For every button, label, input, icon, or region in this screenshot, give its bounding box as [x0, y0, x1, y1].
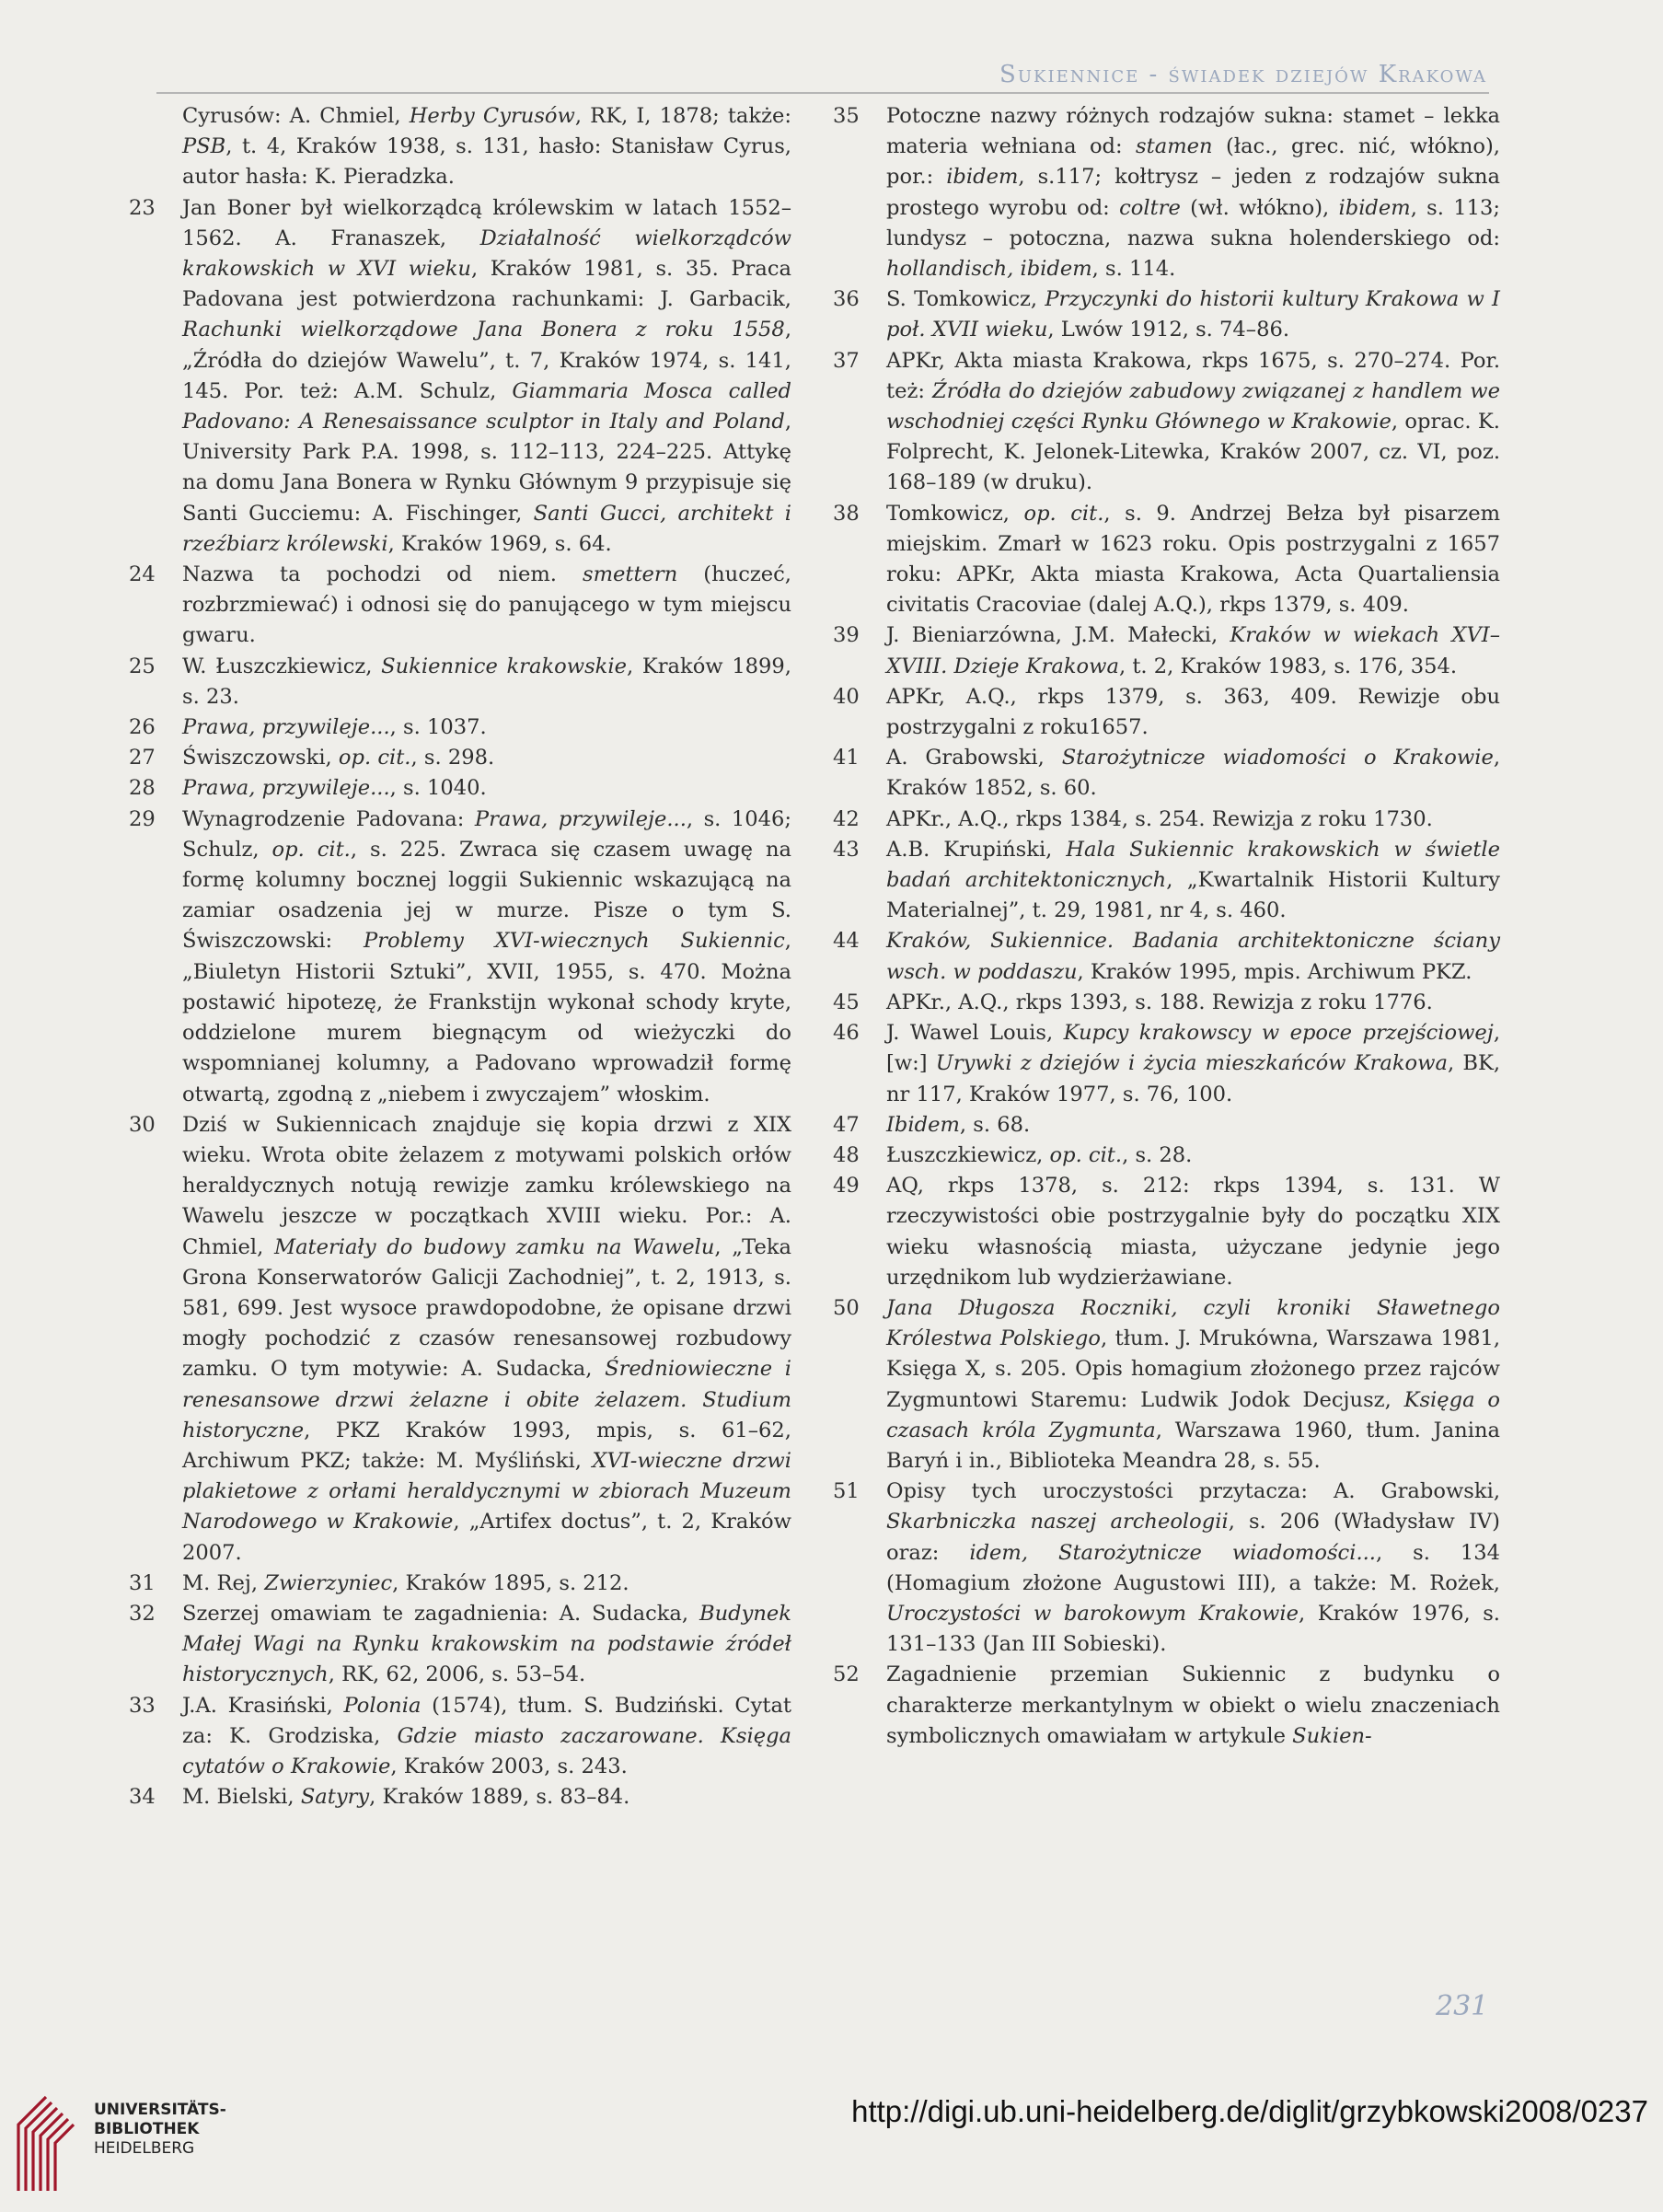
footnote-number: 44 — [833, 929, 860, 954]
footnote — [833, 1018, 1500, 1110]
footnote-text: Dziś w Sukiennicach znajduje się kopia drzwi z XIX wieku. Wrota obite żelazem z motywami polskich orłów heraldycznych notują rewizje zamku królewskiego na Wawelu jeszcze w początkach XVIII wieku. Por.: A. Chmiel, Materiały do budowy zamku na Wawelu, „Teka Grona Konserwatorów Galicji Zachodniej”, t. 2, 1913, s. 581, 699. Jest wysoce prawdopodobne, że opisane drzwi mogły pochodzić z czasów renesansowej rozbudowy zamku. O tym motywie: A. Sudacka, Średniowieczne i renesansowe drzwi żelazne i obite żelazem. Studium historyczne, PKZ Kraków 1993, mpis, s. 61–62, Archiwum PKZ; także: M. Myśliński, XVI-wieczne drzwi plakietowe z orłami heraldycznymi w zbiorach Muzeum Narodowego w Krakowie, „Artifex doctus”, t. 2, Kraków 2007. — [182, 1112, 791, 1565]
footnote-number: 48 — [833, 1142, 860, 1167]
footnote-text: S. Tomkowicz, Przyczynki do historii kultury Krakowa w I poł. XVII wieku, Lwów 1912, s. 74–86. — [886, 287, 1500, 342]
footnote-number: 42 — [833, 806, 860, 831]
footnote — [833, 1110, 1500, 1141]
footnote — [129, 743, 791, 773]
footnote-number: 25 — [129, 654, 156, 678]
footnote-number: 33 — [129, 1693, 156, 1718]
footnote — [833, 1477, 1500, 1660]
footnote-text: AQ, rkps 1378, s. 212: rkps 1394, s. 131. W rzeczywistości obie postrzygalnie były do początku XIX wieku własnością miasta, użyczane jedynie jego urzędnikom lub wydzierżawiane. — [886, 1174, 1500, 1290]
footnote-number — [129, 101, 182, 193]
footnote-text: A.B. Krupiński, Hala Sukiennic krakowskich w świetle badań architektonicznych, „Kwartalnik Historii Kultury Materialnej”, t. 29, 1981, nr 4, s. 460. — [886, 837, 1501, 923]
footnote-number: 36 — [833, 287, 860, 312]
footnote-text: Tomkowicz, op. cit., s. 9. Andrzej Bełza był pisarzem miejskim. Zmarł w 1623 roku. Opis postrzygalni z 1657 roku: APKr, Akta miasta Krakowa, Acta Quartaliensia civitatis Cracoviae (dalej A.Q.), rkps 1379, s. 409. — [886, 501, 1501, 618]
footnote-text: Nazwa ta pochodzi od niem. smettern (huczeć, rozbrzmiewać) i odnosi się do panującego w tym miejscu gwaru. — [182, 562, 791, 648]
footnote-number: 34 — [129, 1785, 156, 1810]
footnote-number: 30 — [129, 1112, 156, 1137]
footnote-number: 31 — [129, 1570, 156, 1595]
footnote-text: Kraków, Sukiennice. Badania architektoniczne ściany wsch. w poddaszu, Kraków 1995, mpis. Archiwum PKZ. — [886, 929, 1500, 984]
footnote-number: 32 — [129, 1601, 156, 1626]
footnote-number: 52 — [833, 1662, 860, 1687]
footnote-number: 35 — [833, 104, 860, 128]
footnote-number: 27 — [129, 746, 156, 770]
footnote — [833, 284, 1500, 345]
footnote — [833, 1293, 1500, 1477]
footnote — [833, 1141, 1500, 1171]
footnote — [833, 499, 1500, 621]
footnote-number: 45 — [833, 990, 860, 1014]
footnote-text: Prawa, przywileje..., s. 1037. — [182, 715, 487, 740]
footnote — [129, 101, 791, 193]
footnote-text: Jana Długosza Roczniki, czyli kroniki Sławetnego Królestwa Polskiego, tłum. J. Mrukówna, Warszawa 1981, Księga X, s. 205. Opis homagium złożonego przez rajców Zygmuntowi Staremu: Ludwik Jodok Decjusz, Księga o czasach króla Zygmunta, Warszawa 1960, tłum. Janina Baryń i in., Biblioteka Meandra 28, s. 55. — [886, 1295, 1501, 1473]
footnote-number: 28 — [129, 776, 156, 801]
footnote — [833, 926, 1500, 987]
footnote-text: Szerzej omawiam te zagadnienia: A. Sudacka, Budynek Małej Wagi na Rynku krakowskim na podstawie źródeł historycznych, RK, 62, 2006, s. 53–54. — [182, 1601, 791, 1687]
footnote-text: Potoczne nazwy różnych rodzajów sukna: stamet – lekka materia wełniana od: stamen (łac., grec. nić, włókno), por.: ibidem, s.117; kołtrysz – jeden z rodzajów sukna prostego wyrobu od: coltre (wł. włókno), ibidem, s. 113; lundysz – potoczna, nazwa sukna holenderskiego od: hollandisch, ibidem, s. 114. — [886, 104, 1501, 282]
footnote-number: 51 — [833, 1479, 860, 1504]
footnote — [833, 805, 1500, 835]
footnote — [129, 773, 791, 804]
footnote-text: Zagadnienie przemian Sukiennic z budynku o charakterze merkantylnym w obiekt o wielu znaczeniach symbolicznych omawiałam w artykule Sukien- — [886, 1662, 1500, 1748]
footnote — [833, 1171, 1500, 1293]
library-name-line3: HEIDELBERG — [94, 2139, 195, 2158]
footnotes-right-column — [833, 101, 1500, 1752]
footnote — [129, 1782, 791, 1812]
footnote-number: 38 — [833, 501, 860, 526]
footnote-number: 43 — [833, 837, 860, 862]
footnote-text: Jan Boner był wielkorządcą królewskim w latach 1552–1562. A. Franaszek, Działalność wielkorządców krakowskich w XVI wieku, Kraków 1981, s. 35. Praca Padovana jest potwierdzona rachunkami: J. Garbacik, Rachunki wielkorządowe Jana Bonera z roku 1558, „Źródła do dziejów Wawelu”, t. 7, Kraków 1974, s. 141, 145. Por. też: A.M. Schulz, Giammaria Mosca called Padovano: A Renesaissance sculptor in Italy and Poland, University Park P.A. 1998, s. 112–113, 224–225. Attykę na domu Jana Bonera w Rynku Głównym 9 przypisuje się Santi Gucciemu: A. Fischinger, Santi Gucci, architekt i rzeźbiarz królewski, Kraków 1969, s. 64. — [182, 195, 792, 556]
source-url[interactable]: http://digi.ub.uni-heidelberg.de/diglit/grzybkowski2008/0237 — [851, 2094, 1648, 2128]
footnote-text: M. Bielski, Satyry, Kraków 1889, s. 83–84. — [182, 1785, 630, 1810]
footnote-number: 46 — [833, 1021, 860, 1046]
footnote — [129, 712, 791, 743]
footnote-number: 40 — [833, 684, 860, 709]
footnote-text: APKr., A.Q., rkps 1384, s. 254. Rewizja z roku 1730. — [886, 806, 1433, 831]
footnote — [833, 1660, 1500, 1752]
footnote-number: 47 — [833, 1112, 860, 1137]
page-number: 231 — [1436, 1990, 1489, 2022]
footnote — [833, 835, 1500, 927]
footnote-text: Wynagrodzenie Padovana: Prawa, przywileje..., s. 1046; Schulz, op. cit., s. 225. Zwraca się czasem uwagę na formę kolumny bocznej loggii Sukiennic wskazującą na zamiar osadzenia jej w murze. Pisze o tym S. Świszczowski: Problemy XVI-wiecznych Sukiennic, „Biuletyn Historii Sztuki”, XVII, 1955, s. 470. Można postawić hipotezę, że Frankstijn wykonał schody kryte, oddzielone murem biegnącym od wieżyczki do wspomnianej kolumny, a Padovano wprowadził formę otwartą, zgodną z „niebem i zwyczajem” włoskim. — [182, 806, 791, 1106]
footnote-text: APKr., A.Q., rkps 1393, s. 188. Rewizja z roku 1776. — [886, 990, 1433, 1014]
footnote — [833, 620, 1500, 681]
footnote-text: Łuszczkiewicz, op. cit., s. 28. — [886, 1142, 1193, 1167]
footnote-text: APKr, A.Q., rkps 1379, s. 363, 409. Rewizje obu postrzygalni z roku1657. — [886, 684, 1500, 740]
library-name — [94, 2101, 226, 2159]
footnote — [833, 988, 1500, 1018]
footnote-number: 24 — [129, 562, 156, 587]
footnote-text: J. Bieniarzówna, J.M. Małecki, Kraków w wiekach XVI–XVIII. Dzieje Krakowa, t. 2, Kraków 1983, s. 176, 354. — [886, 623, 1500, 678]
footnote-number: 37 — [833, 348, 860, 373]
footnote — [129, 193, 791, 560]
footnote — [129, 652, 791, 712]
footnote — [833, 101, 1500, 284]
footnote-number: 23 — [129, 195, 156, 220]
footnote-text: APKr, Akta miasta Krakowa, rkps 1675, s. 270–274. Por. też: Źródła do dziejów zabudowy związanej z handlem we wschodniej części Rynku Głównego w Krakowie, oprac. K. Folprecht, K. Jelonek-Litewka, Kraków 2007, cz. VI, poz. 168–189 (w druku). — [886, 348, 1500, 495]
footnote — [129, 1569, 791, 1599]
footnote — [833, 682, 1500, 743]
footnote — [129, 1691, 791, 1783]
footnote — [129, 1599, 791, 1691]
footnote-text: W. Łuszczkiewicz, Sukiennice krakowskie, Kraków 1899, s. 23. — [182, 654, 791, 709]
footnote-text: Prawa, przywileje..., s. 1040. — [182, 776, 487, 801]
header-rule — [156, 92, 1489, 94]
footnote-text: Ibidem, s. 68. — [886, 1112, 1031, 1137]
footnote-text: J. Wawel Louis, Kupcy krakowscy w epoce przejściowej, [w:] Urywki z dziejów i życia mieszkańców Krakowa, BK, nr 117, Kraków 1977, s. 76, 100. — [886, 1021, 1501, 1106]
university-library-logo-icon — [13, 2088, 87, 2198]
footnote-number: 29 — [129, 806, 156, 831]
running-head: Sukiennice - świadek dziejów Krakowa — [999, 61, 1487, 88]
footnote — [129, 1110, 791, 1569]
footnote — [833, 346, 1500, 499]
footnote-number: 26 — [129, 715, 156, 740]
library-name-line2: BIBLIOTHEK — [94, 2120, 200, 2138]
footnote-text: M. Rej, Zwierzyniec, Kraków 1895, s. 212. — [182, 1570, 629, 1595]
footnotes-left-column — [129, 101, 791, 1812]
footnote-number: 49 — [833, 1174, 860, 1199]
footnote — [833, 743, 1500, 804]
footnote-text: Opisy tych uroczystości przytacza: A. Grabowski, Skarbniczka naszej archeologii, s. 206 (Władysław IV) oraz: idem, Starożytnicze wiadomości..., s. 134 (Homagium złożone Augustowi III), a także: M. Rożek, Uroczystości w barokowym Krakowie, Kraków 1976, s. 131–133 (Jan III Sobieski). — [886, 1479, 1500, 1657]
footnote-text: J.A. Krasiński, Polonia (1574), tłum. S. Budziński. Cytat za: K. Grodziska, Gdzie miasto zaczarowane. Księga cytatów o Krakowie, Kraków 2003, s. 243. — [182, 1693, 792, 1778]
footnote-number: 41 — [833, 746, 860, 770]
footnote-number: 39 — [833, 623, 860, 648]
library-name-line1: UNIVERSITÄTS- — [94, 2101, 226, 2119]
footnote — [129, 805, 791, 1110]
footnote — [129, 560, 791, 652]
footnote-text: Świszczowski, op. cit., s. 298. — [182, 746, 495, 770]
footnote-number: 50 — [833, 1295, 860, 1320]
footnote-text: Cyrusów: A. Chmiel, Herby Cyrusów, RK, I, 1878; także: PSB, t. 4, Kraków 1938, s. 131, hasło: Stanisław Cyrus, autor hasła: K. Pieradzka. — [182, 104, 791, 190]
footnote-text: A. Grabowski, Starożytnicze wiadomości o Krakowie, Kraków 1852, s. 60. — [886, 746, 1500, 801]
